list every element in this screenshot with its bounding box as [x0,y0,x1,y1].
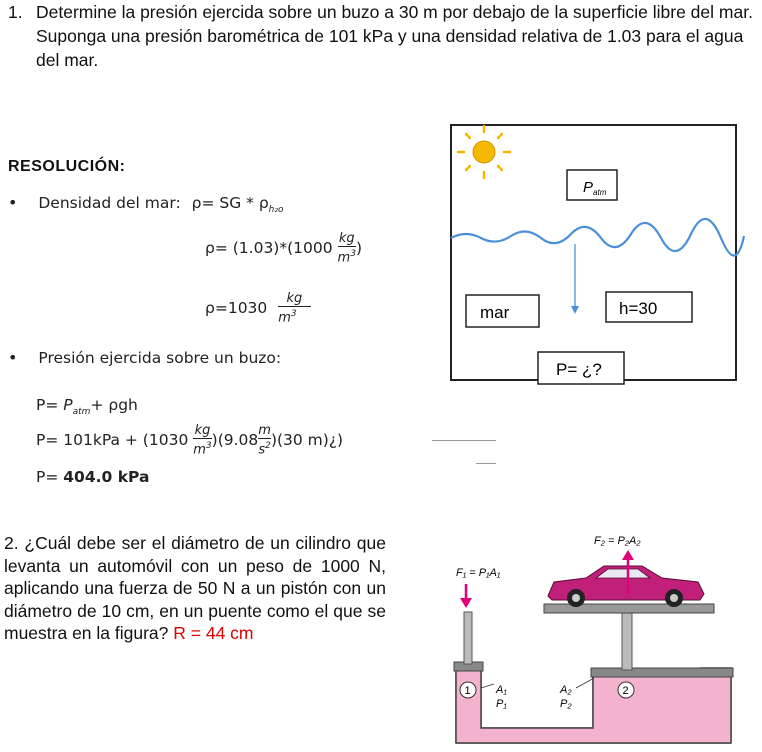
pressure-eq-3 [36,468,149,486]
unit-den-exp: 3 [290,309,297,319]
eq2-unit-1 [193,424,211,457]
eq1-left: P= [36,396,64,414]
eq2-right: )(30 m)¿) [270,431,344,450]
bullet-dot: • [8,348,18,367]
p-label: P= ¿? [556,360,602,379]
eq1-patm: P [63,396,73,414]
unit-den [258,438,271,457]
p1-label: P₁ [496,698,507,710]
f1-label: F₁ = P₁A₁ [456,567,501,579]
unit-num: kg [338,231,355,246]
a2-leader [576,678,594,688]
problem-1-number: 1. [8,2,23,22]
car-icon [548,566,704,607]
a1-label: A₁ [496,684,507,696]
circle-1-label: 1 [464,685,471,697]
unit-den-text: s [258,442,266,458]
circle-2-label: 2 [622,685,629,697]
resolution-title: RESOLUCIÓN: [8,158,126,175]
eq1-right: + ρgh [90,396,138,414]
density-step-2-left: ρ=1030 [205,299,268,318]
h-label: h=30 [619,299,658,318]
a1-leader [481,684,494,688]
unit-num: kg [194,423,211,438]
problem-2-answer: R = 44 cm [173,623,254,643]
unit-den-text: m [278,310,291,326]
eq2-left: P= 101kPa + (1030 [36,431,189,450]
stray-line-1 [432,440,496,441]
unit-den [338,246,356,265]
unit-num: kg [286,291,303,306]
density-formula-sub: h₂o [268,205,284,216]
bullet-dot: • [8,193,18,212]
eq2-mid: )(9.08 [211,431,259,450]
unit-den-text: m [193,442,206,458]
hydraulic-lift-diagram [436,528,754,748]
density-step-2 [205,292,311,325]
small-piston-rod [464,612,472,664]
pressure-label: Presión ejercida sobre un buzo: [38,349,282,367]
eq3-left: P= [36,468,64,486]
density-step-1 [205,232,362,265]
diver-diagram [446,120,746,390]
f2-label: F₂ = P₂A₂ [594,535,641,547]
density-formula: ρ= SG * ρ [191,194,269,212]
eq2-unit-2 [258,424,271,457]
large-piston-rod [622,612,632,670]
fluid-bottom [456,728,731,743]
problem-2 [4,532,386,645]
large-piston [591,668,733,677]
eq1-patm-sub: atm [72,407,91,418]
lift-platform [544,604,714,613]
unit-den [278,306,310,325]
problem-1-text: Determine la presión ejercida sobre un buzo a 30 m por debajo de la superficie libre del mar. Suponga una presión barométrica de 101 kPa y una densidad relativa de 1.03 para el agua del mar. [36,2,753,70]
pressure-eq-2 [36,424,343,457]
pressure-bullet [8,348,281,367]
unit-den [193,438,211,457]
density-step-1-left: ρ= (1.03)*(1000 [205,239,333,258]
patm-label: $P_{atm}$ [583,179,607,197]
unit-den-exp: 3 [350,249,356,259]
problem-2-text: 2. ¿Cuál debe ser el diámetro de un cilindro que levanta un automóvil con un peso de 1000 N, aplicando una fuerza de 50 N a un pistón con un diámetro de 10 cm, en un puente como el que se muestra en la figura? [4,533,386,643]
density-bullet [8,193,284,215]
density-step-1-unit [338,232,356,265]
pressure-eq-1 [36,396,138,417]
tank-outline [451,125,736,380]
f1-arrow-icon [460,584,472,608]
unit-num: m [258,423,271,438]
mar-label: mar [480,303,510,322]
a2-label: A₂ [560,684,572,696]
p2-label: P₂ [560,698,572,710]
unit-den-text: m [337,250,351,266]
density-step-1-close: ) [355,239,363,258]
stray-line-2 [476,463,496,464]
unit-den-exp: 2 [265,441,271,451]
unit-den-exp: 3 [205,441,212,451]
eq3-value: 404.0 kPa [63,468,150,486]
density-step-2-unit [278,292,310,325]
density-label: Densidad del mar: [38,194,181,212]
